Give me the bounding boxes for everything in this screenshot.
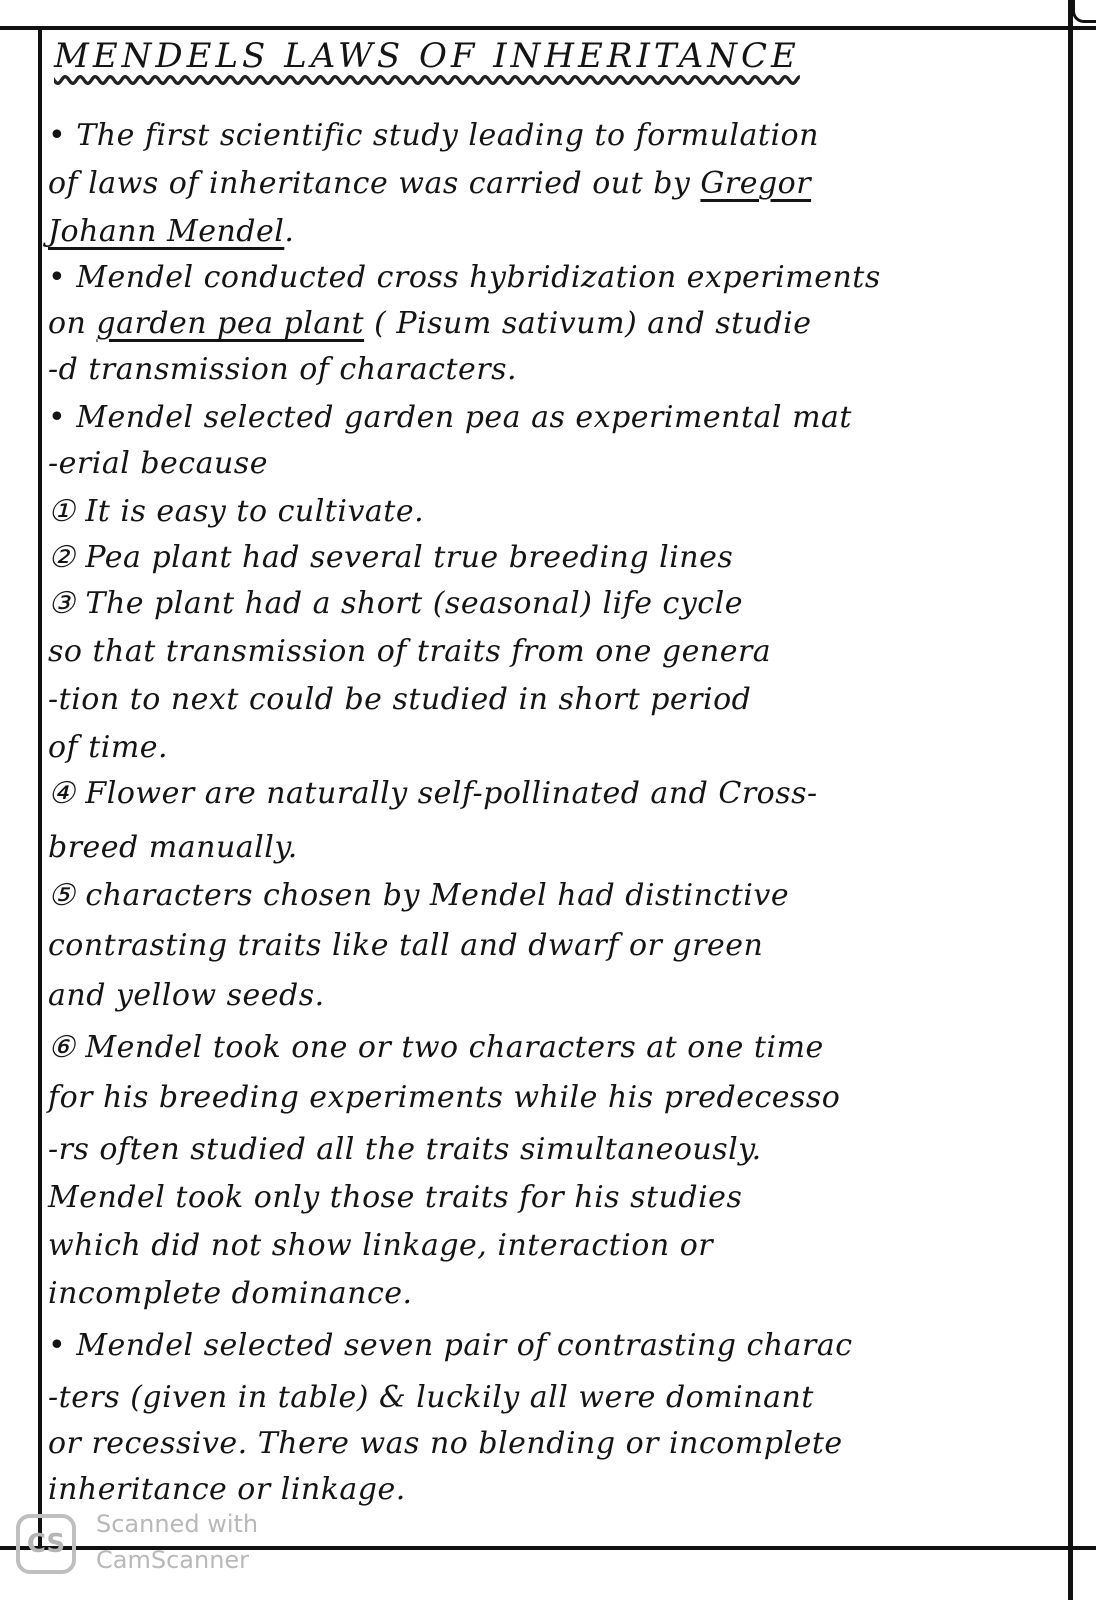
- camscanner-logo-icon: CS: [16, 1514, 76, 1574]
- author-name-first: Gregor: [700, 166, 812, 201]
- text-line-26: • Mendel selected seven pair of contrasting charac: [48, 1328, 853, 1363]
- page-title: MENDELS LAWS OF INHERITANCE: [54, 36, 800, 76]
- text-line-8: -erial because: [48, 446, 268, 481]
- text-line-2-part-a: of laws of inheritance was carried out by: [48, 166, 701, 201]
- text-line-13: -tion to next could be studied in short period: [48, 682, 752, 717]
- text-line-24: which did not show linkage, interaction or: [48, 1228, 714, 1263]
- garden-pea-plant-term: garden pea plant: [96, 306, 365, 341]
- text-line-22: -rs often studied all the traits simultaneously.: [48, 1132, 762, 1167]
- text-line-19: and yellow seeds.: [48, 978, 325, 1013]
- text-line-25: incomplete dominance.: [48, 1276, 413, 1311]
- text-line-3-period: .: [284, 214, 295, 249]
- text-line-16: breed manually.: [48, 830, 298, 865]
- watermark-line-1: Scanned with: [96, 1510, 259, 1538]
- text-line-18: contrasting traits like tall and dwarf or green: [48, 928, 764, 963]
- text-line-27: -ters (given in table) & luckily all were dominant: [48, 1380, 814, 1415]
- text-line-12: so that transmission of traits from one genera: [48, 634, 772, 669]
- text-line-21: for his breeding experiments while his predecesso: [48, 1080, 841, 1115]
- page-border-right: [1068, 0, 1073, 1600]
- text-line-2: [48, 166, 1064, 201]
- author-name-last: Johann Mendel: [48, 214, 285, 249]
- text-line-5-part-c: ( Pisum sativum) and studie: [364, 306, 812, 341]
- text-line-5: [48, 306, 1064, 341]
- text-line-5-part-a: on: [48, 306, 97, 341]
- text-line-6: -d transmission of characters.: [48, 352, 518, 387]
- page-border-left: [38, 26, 42, 1546]
- page-border-top: [0, 26, 1096, 30]
- text-line-9: ① It is easy to cultivate.: [48, 494, 425, 529]
- text-line-28: or recessive. There was no blending or incomplete: [48, 1426, 843, 1461]
- text-line-23: Mendel took only those traits for his studies: [48, 1180, 743, 1215]
- text-line-3: [48, 214, 1064, 249]
- watermark-line-2: CamScanner: [96, 1546, 250, 1574]
- text-line-1: • The first scientific study leading to formulation: [48, 118, 819, 153]
- text-line-17: ⑤ characters chosen by Mendel had distinctive: [48, 878, 790, 913]
- text-line-29: inheritance or linkage.: [48, 1472, 406, 1507]
- camscanner-watermark: [10, 1506, 310, 1586]
- text-line-15: ④ Flower are naturally self-pollinated and Cross-: [48, 776, 818, 811]
- text-line-20: ⑥ Mendel took one or two characters at one time: [48, 1030, 824, 1065]
- text-line-10: ② Pea plant had several true breeding lines: [48, 540, 734, 575]
- text-line-7: • Mendel selected garden pea as experimental mat: [48, 400, 852, 435]
- page-corner-mark: [1072, 0, 1096, 23]
- text-line-11: ③ The plant had a short (seasonal) life cycle: [48, 586, 743, 621]
- text-line-14: of time.: [48, 730, 169, 765]
- text-line-4: • Mendel conducted cross hybridization experiments: [48, 260, 881, 295]
